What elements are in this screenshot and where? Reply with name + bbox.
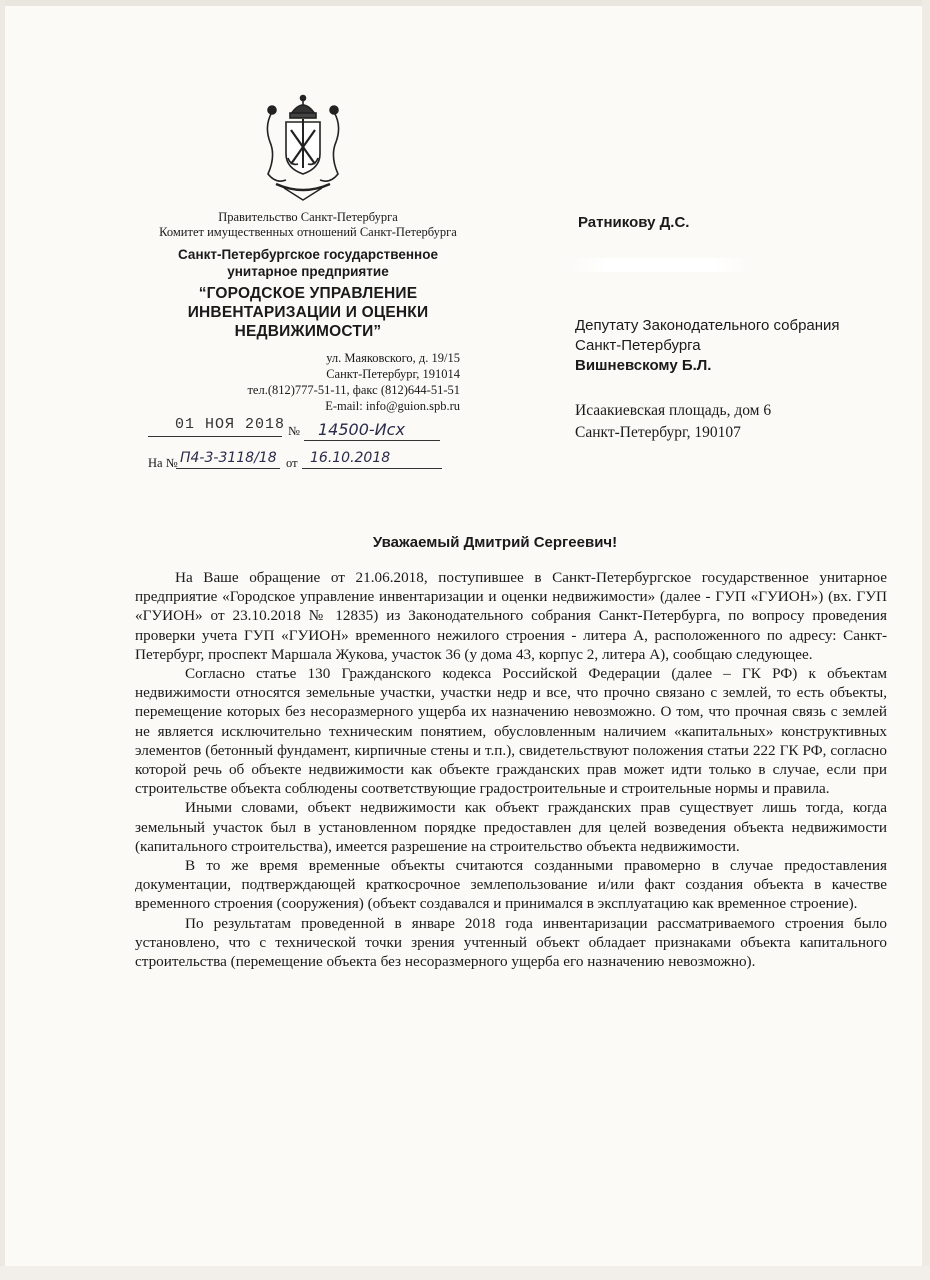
in-reply-number: П4-3-3118/18: [180, 450, 277, 466]
salutation: Уважаемый Дмитрий Сергеевич!: [372, 534, 618, 551]
in-reply-label: На №: [148, 456, 178, 470]
coat-of-arms-emblem: [258, 92, 348, 202]
email: E-mail: info@guion.spb.ru: [325, 399, 460, 413]
page-edge: [0, 0, 5, 1280]
number-underline: [304, 440, 440, 441]
in-reply-date: 16.10.2018: [310, 450, 391, 466]
address-city: Санкт-Петербург, 191014: [326, 367, 460, 381]
address-street: ул. Маяковского, д. 19/15: [326, 351, 460, 365]
recipient-address-street: Исаакиевская площадь, дом 6: [575, 402, 772, 419]
paragraph: По результатам проведенной в январе 2018 года инвентаризации рассматриваемого строения было установлено, что с технической точки зрения учтенный объект обладает признаками объекта капитального строительства (перемещение объекта без несоразмерного ущерба его назначению невозможно).: [135, 914, 887, 971]
sender-organization: [128, 210, 488, 341]
sender-address: [170, 350, 460, 414]
in-reply-underline: [176, 468, 280, 469]
org-name-line2: унитарное предприятие: [227, 264, 389, 279]
deputy-title-line1: Депутату Законодательного собрания: [575, 317, 840, 334]
deputy-title-line2: Санкт-Петербурга: [575, 337, 701, 354]
page-edge: [0, 1266, 930, 1280]
org-name-line1: Санкт-Петербургское государственное: [178, 247, 438, 262]
page-edge: [0, 0, 930, 6]
phone-fax: тел.(812)777-51-11, факс (812)644-51-51: [247, 383, 460, 397]
recipient-name: Ратникову Д.С.: [578, 214, 690, 231]
from-underline: [302, 468, 442, 469]
number-label: №: [288, 424, 300, 438]
org-title-line2: ИНВЕНТАРИЗАЦИИ И ОЦЕНКИ: [187, 304, 429, 321]
outgoing-number: 14500-Исх: [318, 420, 405, 439]
org-title-line3: НЕДВИЖИМОСТИ”: [234, 323, 382, 340]
recipient-address-city: Санкт-Петербург, 190107: [575, 424, 741, 441]
from-label: от: [286, 456, 298, 470]
recipient-address: [575, 400, 771, 444]
outgoing-date-stamp: 01 НОЯ 2018: [175, 416, 286, 433]
page-edge: [922, 0, 930, 1280]
paragraph: На Ваше обращение от 21.06.2018, поступившее в Санкт-Петербургское государственное унитарное предприятие «Городское управление инвентаризации и оценки недвижимости» (далее - ГУП «ГУИОН») (вх. ГУП «ГУИОН» от 23.10.2018 № 12835) из Законодательного собрания Санкт-Петербурга, по вопросу проведения проверки учета ГУП «ГУИОН» временного нежилого строения - литера А, расположенного по адресу: Санкт-Петербург, проспект Маршала Жукова, участок 36 (у дома 43, корпус 2, литера А), сообщаю следующее.: [135, 569, 887, 663]
committee-name: Комитет имущественных отношений Санкт-Петербурга: [159, 225, 457, 239]
government-name: Правительство Санкт-Петербурга: [218, 210, 398, 224]
letter-body: [135, 568, 887, 971]
paragraph: Согласно статье 130 Гражданского кодекса Российской Федерации (далее – ГК РФ) к объектам недвижимости относятся земельные участки, участки недр и все, что прочно связано с землей, то есть объекты, перемещение которых без несоразмерного ущерба их назначению невозможно. О том, что прочная связь с землей не является исключительно техническим понятием, обусловленным наличием «капитальных» конструктивных элементов (бетонный фундамент, кирпичные стены и т.п.), свидетельствуют положения статьи 222 ГК РФ, согласно которой речь об объекте недвижимости как объекте гражданских прав может идти только в случае, если при строительстве объекта соблюдены соответствующие градостроительные и строительные нормы и правила.: [135, 665, 887, 798]
paragraph: Иными словами, объект недвижимости как объект гражданских прав существует лишь тогда, когда земельный участок был в установленном порядке предоставлен для целей возведения объекта недвижимости (капитального строительства), имеется разрешение на строительство объекта недвижимости.: [135, 799, 887, 855]
deputy-recipient: [575, 316, 840, 376]
redacted-area: [570, 258, 750, 272]
deputy-name: Вишневскому Б.Л.: [575, 357, 712, 374]
org-title-line1: “ГОРОДСКОЕ УПРАВЛЕНИЕ: [198, 285, 418, 302]
paragraph: В то же время временные объекты считаются созданными правомерно в случае предоставления документации, подтверждающей краткосрочное землепользование и/или факт создания объекта в качестве временного строения (сооружения) (объект создавался и принимался в эксплуатацию как временное строение).: [135, 857, 887, 913]
date-underline: [148, 436, 282, 437]
